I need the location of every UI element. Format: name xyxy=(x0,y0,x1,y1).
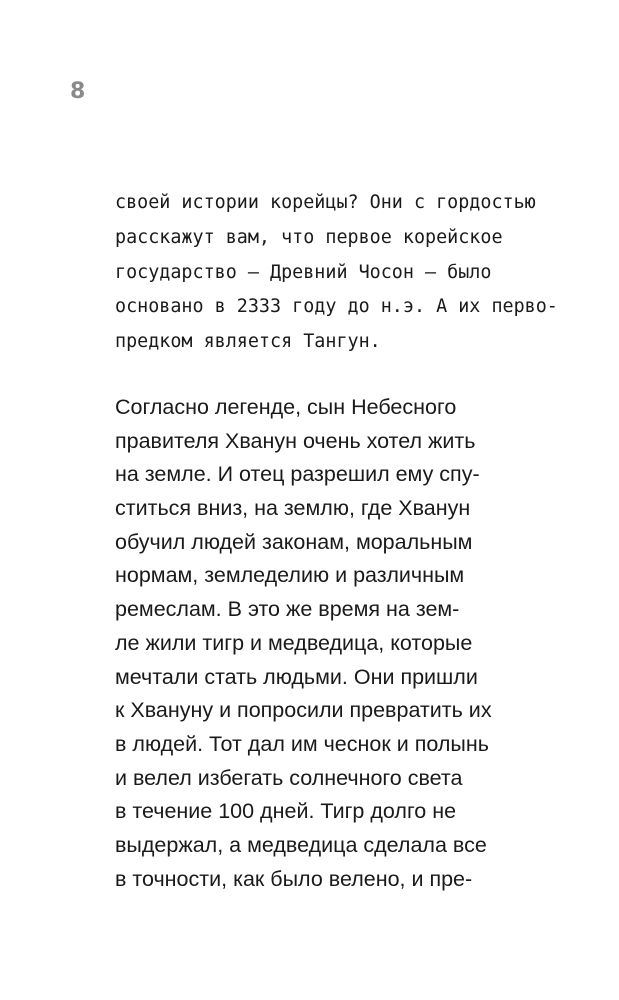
text-line: мечтали стать людьми. Они пришли xyxy=(115,664,478,689)
paragraph-monospace xyxy=(115,186,558,360)
text-line: предком является Тангун. xyxy=(115,331,381,352)
text-line: и велел избегать солнечного света xyxy=(115,765,463,790)
text-line: выдержал, а медведица сделала все xyxy=(115,832,487,857)
text-line: ститься вниз, на землю, где Хванун xyxy=(115,496,471,521)
text-line: государство — Древний Чосон — было xyxy=(115,261,492,283)
text-line: нормам, земледелию и различным xyxy=(115,563,465,588)
text-line: правителя Хванун очень хотел жить xyxy=(115,428,476,453)
text-line: обучил людей законам, моральным xyxy=(115,529,473,554)
paragraph-legend xyxy=(115,391,555,896)
text-line: ле жили тигр и медведица, которые xyxy=(115,630,473,655)
text-line: к Хвануну и попросили превратить их xyxy=(115,698,492,723)
text-line: на земле. И отец разрешил ему спу- xyxy=(115,462,480,487)
text-line: в людей. Тот дал им чеснок и полынь xyxy=(115,731,489,756)
page-number: 8 xyxy=(70,79,86,104)
text-line: Согласно легенде, сын Небесного xyxy=(115,395,457,419)
text-line: основано в 2333 году до н.э. А их перво- xyxy=(115,296,558,318)
text-line: в точности, как было велено, и пре- xyxy=(115,866,473,891)
text-line: расскажут вам, что первое корейское xyxy=(115,226,503,248)
text-line: ремеслам. В это же время на зем- xyxy=(115,597,460,622)
text-line: в течение 100 дней. Тигр долго не xyxy=(115,799,457,824)
text-line: своей истории корейцы? Они с гордостью xyxy=(115,192,536,213)
